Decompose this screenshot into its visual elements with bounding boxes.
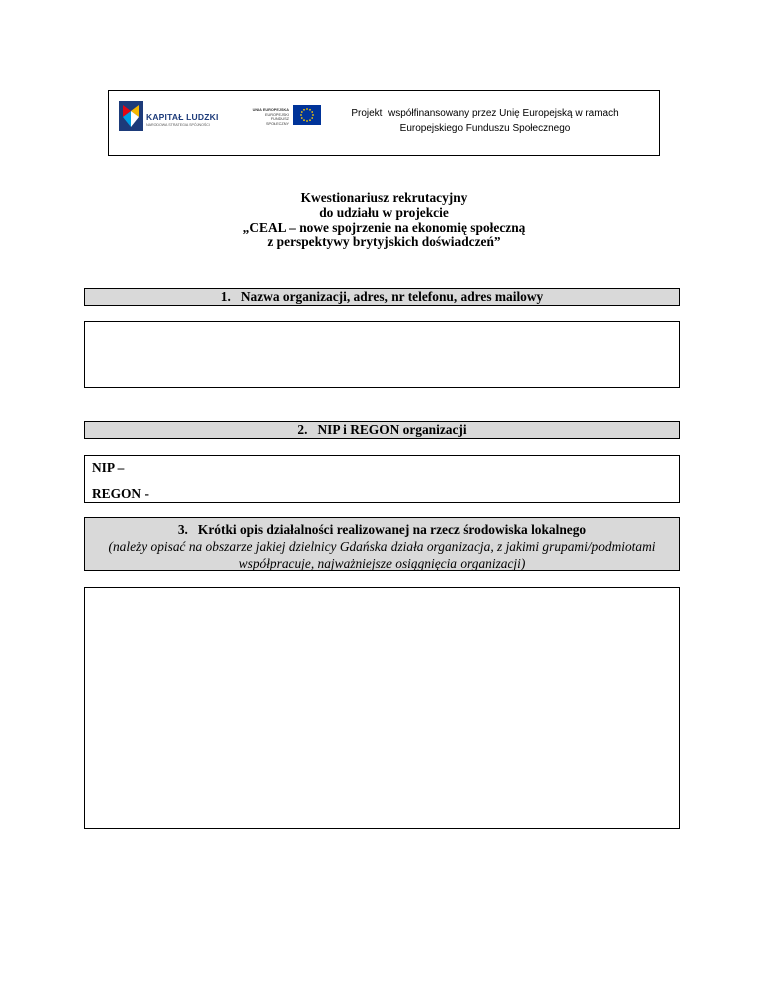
section-1-heading: 1. Nazwa organizacji, adres, nr telefonu, adres mailowy: [84, 288, 680, 306]
eu-logo-line2: EUROPEJSKI: [264, 112, 289, 117]
title-line-2: do udziału w projekcie: [319, 204, 449, 220]
kapital-ludzki-icon: [119, 101, 143, 131]
kapital-ludzki-title: KAPITAŁ LUDZKI: [146, 112, 219, 122]
section-3-description: (należy opisać na obszarze jakiej dzielnicy Gdańska działa organizacja, z jakimi grupami/podmiotami współpracuje, najważniejsze osiągnięcia organizacji): [108, 539, 656, 571]
section-3-title: 3. Krótki opis działalności realizowanej na rzecz środowiska lokalnego: [177, 522, 587, 537]
cofinancing-note: [337, 106, 633, 136]
cofinancing-note-line1: Projekt współfinansowany przez Unię Europejską w ramach: [351, 108, 619, 119]
section-2-answer-field[interactable]: [84, 455, 680, 503]
title-line-3: „CEAL – nowe spojrzenie na ekonomię społeczną: [242, 219, 526, 235]
title-line-1: Kwestionariusz rekrutacyjny: [300, 190, 468, 205]
eu-flag-icon: [293, 105, 321, 125]
title-line-4: z perspektywy brytyjskich doświadczeń”: [267, 234, 501, 250]
kapital-ludzki-logo: [119, 101, 249, 135]
cofinancing-note-line2: Europejskiego Funduszu Społecznego: [399, 123, 571, 134]
regon-label: REGON -: [92, 486, 149, 501]
kapital-ludzki-subtitle: NARODOWA STRATEGIA SPÓJNOŚCI: [146, 123, 210, 127]
eu-logo-line3: FUNDUSZ SPOŁECZNY: [266, 117, 289, 126]
section-1-answer-field[interactable]: [84, 321, 680, 388]
section-2-heading: 2. NIP i REGON organizacji: [84, 421, 680, 439]
nip-label: NIP –: [92, 460, 125, 475]
page-title: [0, 191, 768, 250]
section-3-answer-field[interactable]: [84, 587, 680, 829]
section-3-heading: [84, 517, 680, 571]
eu-logo-line1: UNIA EUROPEJSKA: [252, 108, 289, 112]
eu-logo: [249, 105, 324, 131]
header-box: [108, 90, 660, 156]
eu-logo-text: [249, 108, 289, 126]
